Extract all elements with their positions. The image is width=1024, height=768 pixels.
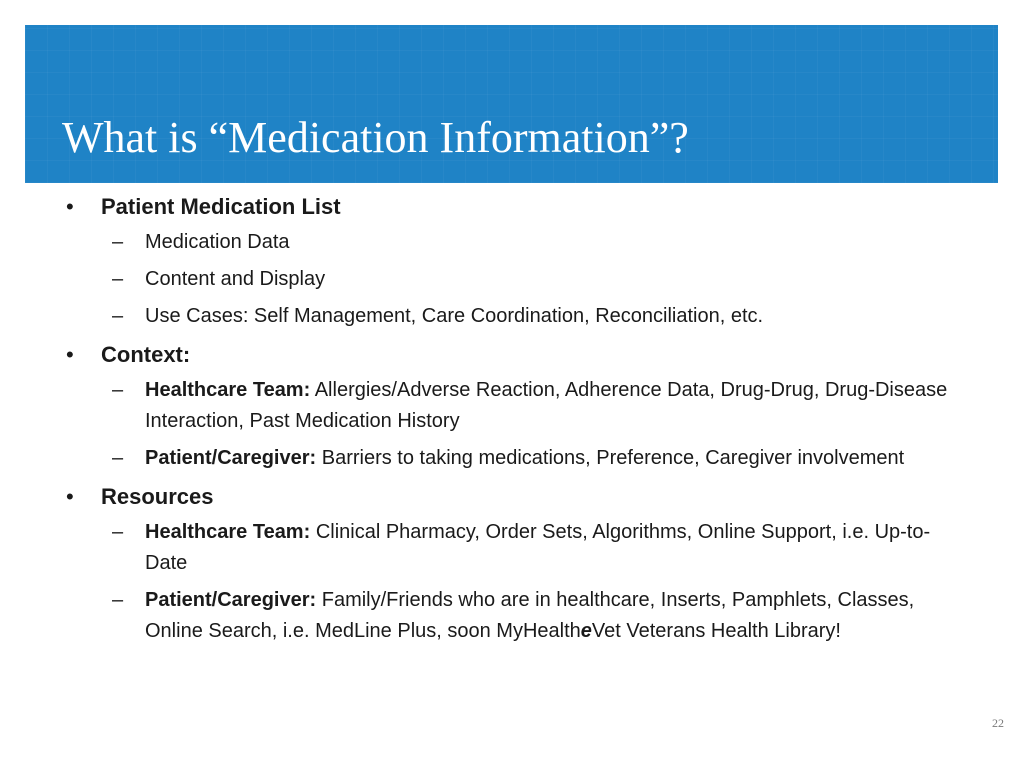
bullet-icon: •	[66, 342, 74, 367]
dash-icon: –	[112, 447, 124, 469]
sub-item	[66, 517, 966, 579]
sub-item	[66, 443, 966, 474]
sub-item-label: Healthcare Team:	[145, 521, 311, 543]
sub-item-text: Family/Friends who are in healthcare, Inserts, Pamphlets, Classes, Online Search, i.e. MedLine Plus, soon MyHealth	[145, 589, 915, 642]
sub-item	[66, 585, 966, 647]
page-number: 22	[992, 716, 1004, 730]
bullet-resources	[66, 482, 966, 511]
sub-item-text-after: Vet Veterans Health Library!	[591, 620, 841, 642]
bullet-heading: Resources	[101, 484, 214, 509]
bullet-heading: Patient Medication List	[101, 194, 341, 219]
sub-item	[66, 227, 966, 258]
sub-item-emphasis: e	[580, 620, 592, 642]
dash-icon: –	[112, 305, 124, 327]
bullet-heading: Context:	[101, 342, 191, 367]
sub-item-text: Barriers to taking medications, Preference, Caregiver involvement	[316, 447, 905, 469]
slide-title: What is “Medication Information”?	[62, 113, 689, 162]
sub-item-text: Content and Display	[145, 268, 326, 290]
sub-item-label: Patient/Caregiver:	[145, 447, 317, 469]
bullet-context	[66, 340, 966, 369]
sub-item-text: Clinical Pharmacy, Order Sets, Algorithms, Online Support, i.e. Up-to-Date	[145, 521, 931, 574]
dash-icon: –	[112, 268, 124, 290]
dash-icon: –	[112, 589, 124, 611]
dash-icon: –	[112, 521, 124, 543]
sub-item-text: Allergies/Adverse Reaction, Adherence Data, Drug-Drug, Drug-Disease Interaction, Past Medication History	[145, 379, 948, 432]
sub-item-label: Healthcare Team:	[145, 379, 311, 401]
bullet-icon: •	[66, 484, 74, 509]
sub-item	[66, 375, 966, 437]
bullet-icon: •	[66, 194, 74, 219]
bullet-patient-medication-list	[66, 192, 966, 221]
sub-item-text: Use Cases: Self Management, Care Coordination, Reconciliation, etc.	[145, 305, 764, 327]
sub-item-label: Patient/Caregiver:	[145, 589, 317, 611]
dash-icon: –	[112, 379, 124, 401]
sub-item	[66, 301, 966, 332]
sub-item	[66, 264, 966, 295]
dash-icon: –	[112, 231, 124, 253]
sub-item-text: Medication Data	[145, 231, 290, 253]
slide-content	[66, 192, 966, 647]
